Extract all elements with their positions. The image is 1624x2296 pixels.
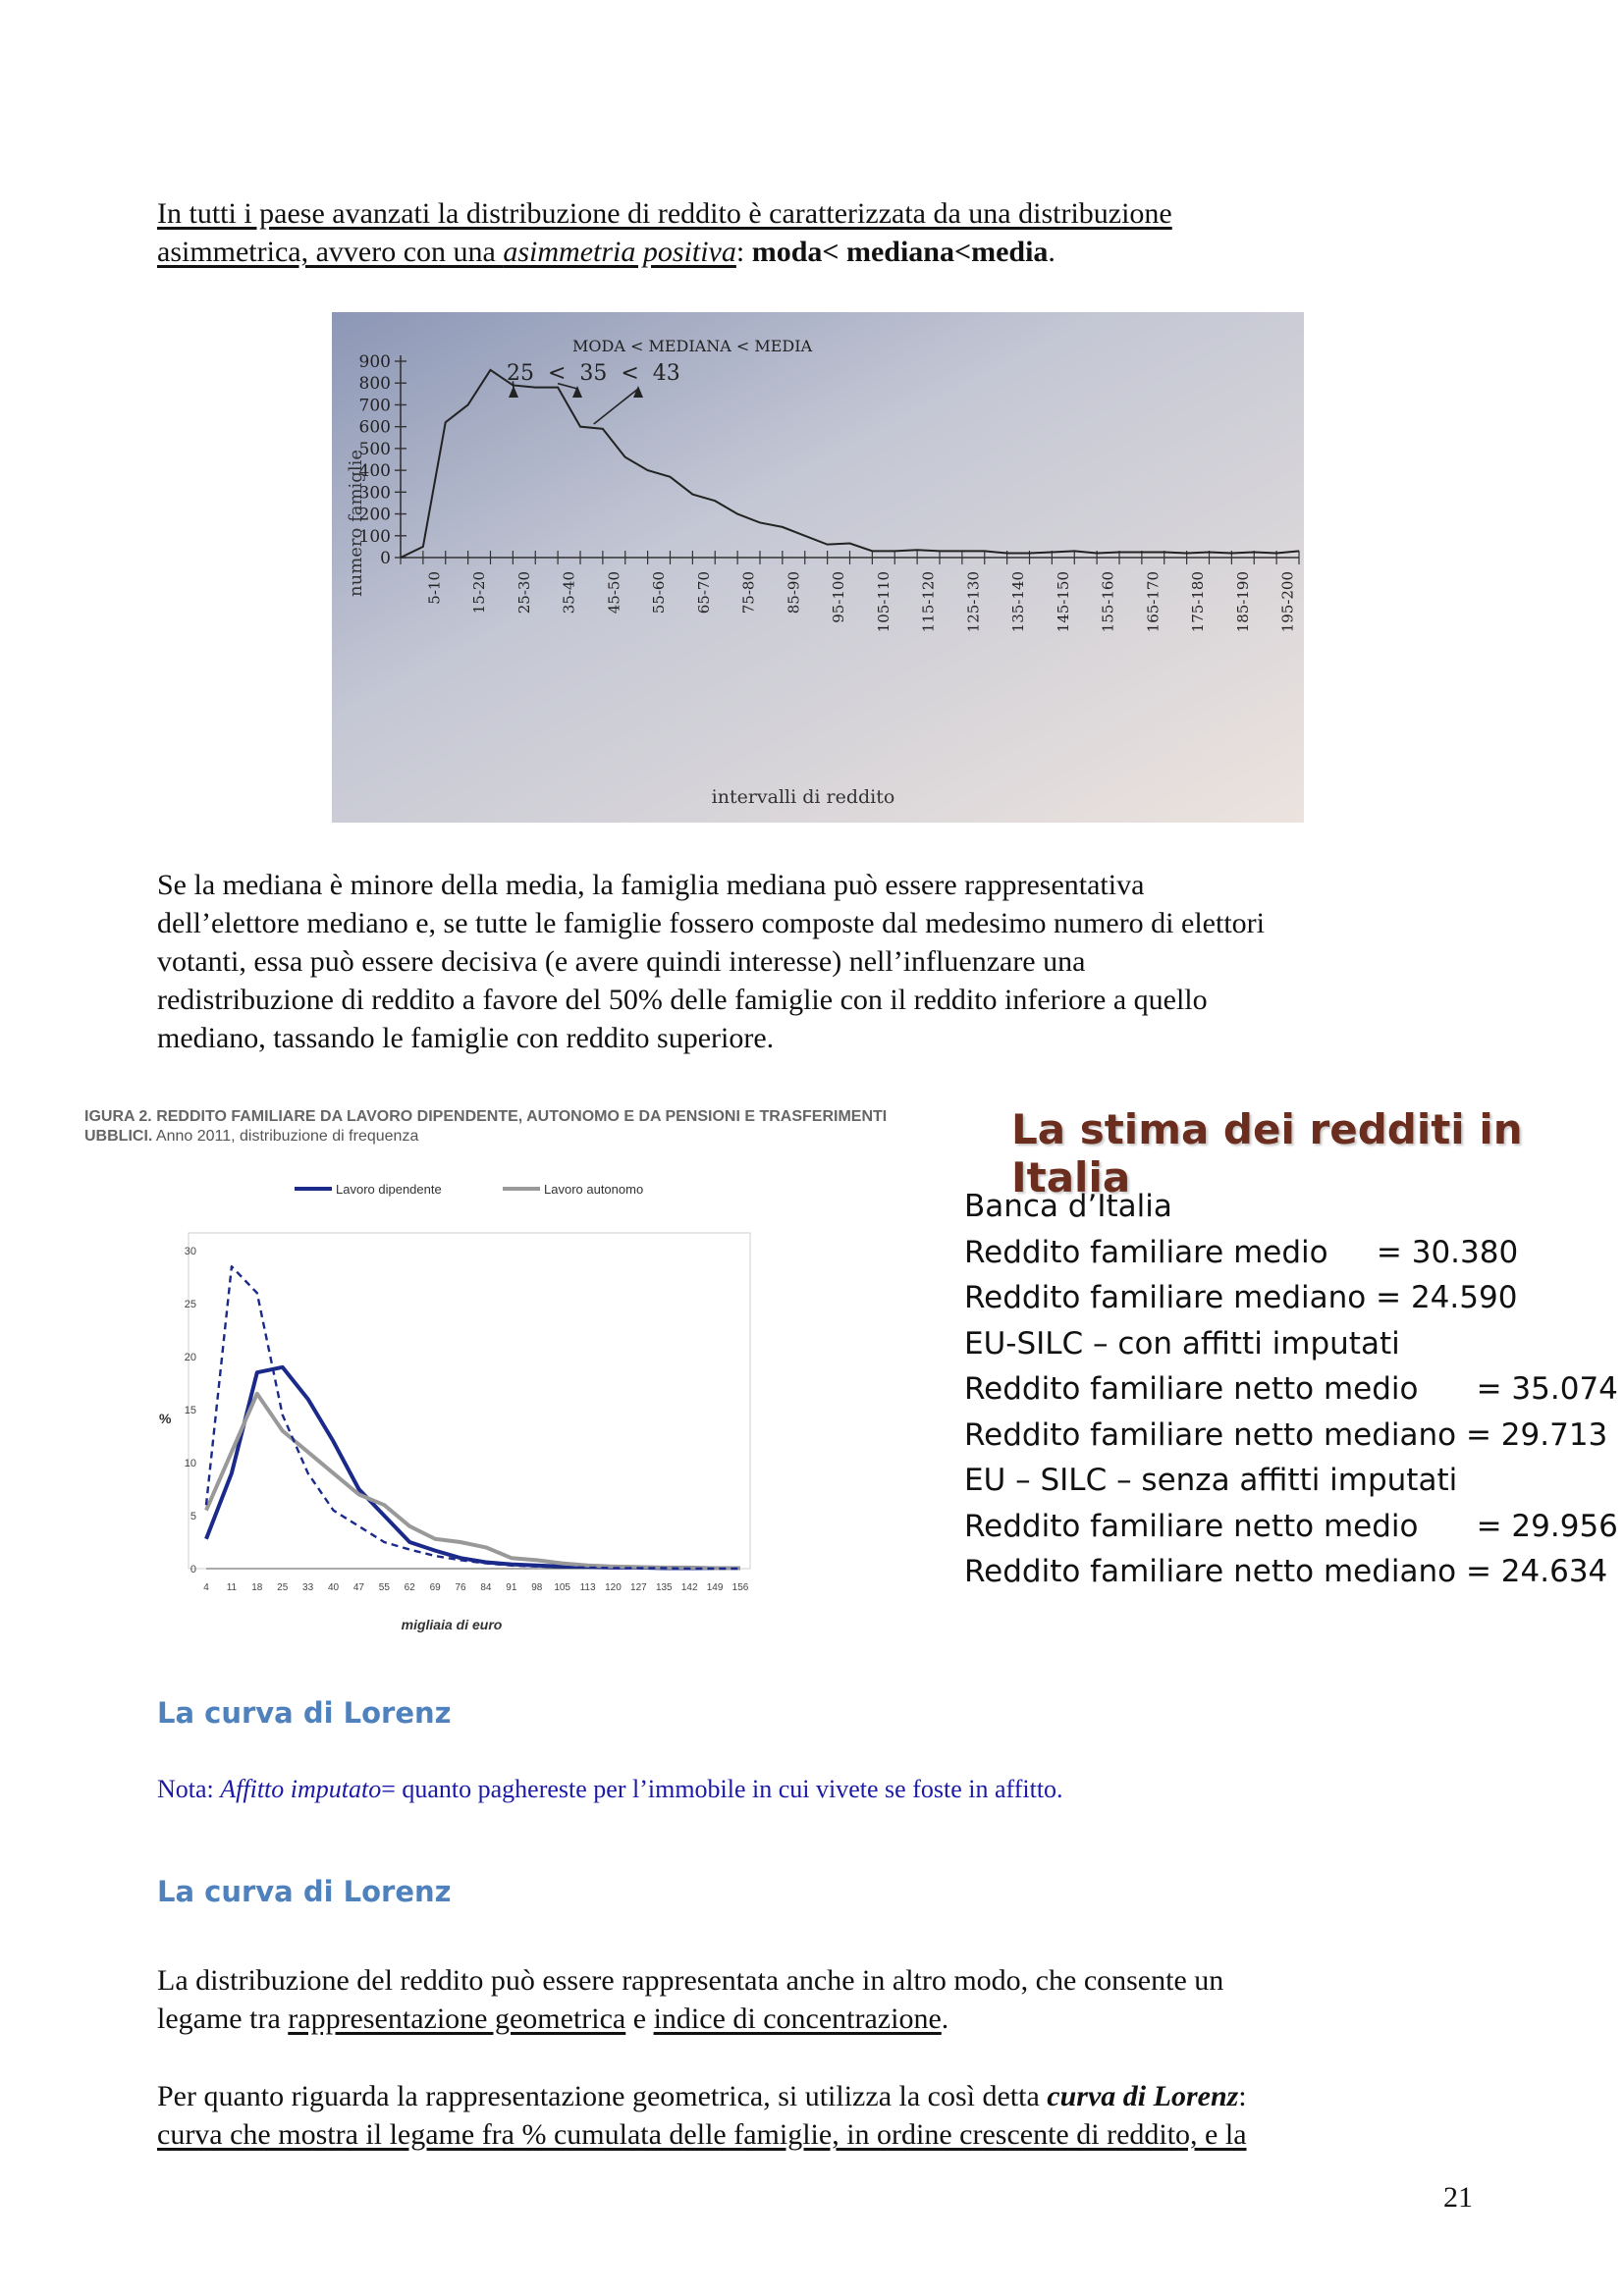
heading-lorenz-2: La curva di Lorenz xyxy=(157,1875,452,1908)
fig2-x-tick-label: 40 xyxy=(327,1582,340,1593)
fig1-x-tick-label: 145-150 xyxy=(1054,571,1072,633)
fig2-x-tick-label: 76 xyxy=(455,1582,466,1593)
fig1-y-tick-label: 400 xyxy=(358,461,391,482)
fig2-x-tick-label: 55 xyxy=(378,1582,390,1593)
stima-line: Reddito familiare netto medio = 29.956 xyxy=(964,1508,1618,1544)
fig1-x-tick-label: 195-200 xyxy=(1278,571,1297,633)
fig1-x-tick-label: 155-160 xyxy=(1099,571,1117,633)
fig2-series-line-3 xyxy=(206,1266,740,1569)
fig2-x-tick-label: 91 xyxy=(506,1582,517,1593)
fig2-x-tick-label: 127 xyxy=(630,1582,647,1593)
fig2-x-tick-label: 142 xyxy=(680,1582,698,1593)
fig1-y-tick-label: 700 xyxy=(358,396,391,416)
fig2-y-tick-label: 30 xyxy=(184,1246,196,1257)
stima-line: Reddito familiare netto mediano = 29.713 xyxy=(964,1416,1608,1453)
fig1-x-tick-label: 75-80 xyxy=(739,571,758,614)
nota-text: = quanto paghereste per l’immobile in cui vivete se foste in affitto. xyxy=(381,1775,1063,1803)
median-line-2: dell’elettore mediano e, se tutte le famiglie fossero composte dal medesimo numero di elettori xyxy=(157,907,1265,939)
fig2-x-tick-label: 69 xyxy=(429,1582,441,1593)
fig2-plot-frame xyxy=(189,1233,750,1569)
intro-term-asimmetria: asimmetria positiva xyxy=(503,236,736,268)
fig1-x-tick-label: 55-60 xyxy=(650,571,669,614)
fig1-y-tick-label: 300 xyxy=(358,483,391,504)
lorenz-paragraph xyxy=(157,1961,1223,2038)
legend-label-autonomo: Lavoro autonomo xyxy=(544,1182,644,1197)
fig1-x-tick-label: 175-180 xyxy=(1189,571,1208,633)
fig1-y-tick-label: 200 xyxy=(358,505,391,525)
fig2-x-tick-label: 149 xyxy=(706,1582,724,1593)
stima-line: EU – SILC – senza affitti imputati xyxy=(964,1463,1458,1498)
intro-line-2-end: . xyxy=(1048,236,1056,268)
lorenz-line-1: La distribuzione del reddito può essere rappresentata anche in altro modo, che consente un xyxy=(157,1964,1224,1997)
median-paragraph xyxy=(157,866,1265,1057)
fig2-x-tick-label: 25 xyxy=(277,1582,289,1593)
fig2-x-tick-label: 113 xyxy=(579,1582,596,1593)
nota-affitto xyxy=(157,1775,1063,1804)
geometric-line-2: curva che mostra il legame fra % cumulata delle famiglie, in ordine crescente di reddito, e la xyxy=(157,2118,1247,2151)
fig2-x-tick-label: 98 xyxy=(531,1582,543,1593)
fig2-x-tick-label: 33 xyxy=(302,1582,314,1593)
fig2-y-tick-label: 0 xyxy=(189,1564,196,1575)
figure2-caption-bold: UBBLICI. xyxy=(84,1128,153,1145)
fig2-x-tick-label: 135 xyxy=(655,1582,673,1593)
nota-term: Affitto imputato xyxy=(220,1775,382,1803)
lorenz-line-2a: legame tra xyxy=(157,2002,289,2035)
fig2-y-tick-label: 5 xyxy=(189,1511,196,1522)
stima-title: La stima dei redditi in Italia xyxy=(1011,1105,1523,1201)
lorenz-line-2c: e xyxy=(625,2002,654,2035)
intro-paragraph xyxy=(157,194,1172,271)
fig1-x-tick-label: 125-130 xyxy=(964,571,983,633)
fig1-x-tick-label: 15-20 xyxy=(470,571,489,614)
fig2-x-tick-label: 62 xyxy=(404,1582,415,1593)
stima-line: Reddito familiare netto mediano = 24.634 xyxy=(964,1554,1608,1589)
intro-line-2c: : xyxy=(735,236,752,268)
fig2-y-tick-label: 15 xyxy=(184,1405,196,1416)
fig1-y-tick-label: 900 xyxy=(358,352,391,372)
fig1-y-axis-label: numero famiglie xyxy=(346,450,366,597)
fig2-y-tick-label: 10 xyxy=(184,1458,196,1469)
fig1-x-tick-label: 95-100 xyxy=(830,571,848,623)
figure2-caption xyxy=(84,1107,948,1147)
geometric-line-1a: Per quanto riguarda la rappresentazione geometrica, si utilizza la così detta xyxy=(157,2080,1048,2112)
figure2-caption-line-1: IGURA 2. REDDITO FAMILIARE DA LAVORO DIPENDENTE, AUTONOMO E DA PENSIONI E TRASFERIMENTI xyxy=(84,1108,888,1125)
fig1-x-tick-label: 115-120 xyxy=(919,571,938,633)
fig1-x-tick-label: 5-10 xyxy=(425,571,444,605)
stima-line: Reddito familiare mediano = 24.590 xyxy=(964,1280,1518,1315)
intro-bold-formula: moda< mediana<media xyxy=(751,236,1049,268)
fig1-x-tick-label: 45-50 xyxy=(605,571,623,614)
fig1-x-tick-label: 135-140 xyxy=(1009,571,1028,633)
stima-line: Banca d’Italia xyxy=(964,1189,1172,1224)
geometric-term-curva: curva di Lorenz xyxy=(1047,2080,1239,2112)
fig1-y-tick-label: 100 xyxy=(358,526,391,547)
stima-line: Reddito familiare medio = 30.380 xyxy=(964,1234,1519,1270)
legend-label-dipendente: Lavoro dipendente xyxy=(336,1182,442,1197)
median-line-3: votanti, essa può essere decisiva (e avere quindi interesse) nell’influenzare una xyxy=(157,945,1086,978)
fig2-x-tick-label: 84 xyxy=(480,1582,492,1593)
fig2-series-line-2 xyxy=(206,1394,740,1569)
fig1-x-tick-label: 165-170 xyxy=(1144,571,1163,633)
fig2-x-tick-label: 156 xyxy=(731,1582,749,1593)
fig2-x-tick-label: 11 xyxy=(226,1582,238,1593)
fig2-y-tick-label: 20 xyxy=(184,1352,196,1363)
heading-lorenz-1: La curva di Lorenz xyxy=(157,1696,452,1730)
fig2-series-line-1 xyxy=(206,1367,740,1569)
page-number: 21 xyxy=(1443,2181,1473,2214)
lorenz-term-geometrica: rappresentazione geometrica xyxy=(288,2002,626,2035)
fig2-x-tick-label: 120 xyxy=(605,1582,622,1593)
fig2-plot-area xyxy=(185,1246,749,1593)
lorenz-line-2e: . xyxy=(941,2002,949,2035)
fig1-x-tick-label: 185-190 xyxy=(1233,571,1252,633)
intro-line-2a: asimmetrica, avvero con una xyxy=(157,236,504,268)
fig1-x-tick-label: 35-40 xyxy=(560,571,578,614)
income-frequency-chart xyxy=(137,1162,766,1643)
fig1-x-axis-label: intervalli di reddito xyxy=(711,786,895,808)
fig1-y-tick-label: 800 xyxy=(358,374,391,395)
stima-line: Reddito familiare netto medio = 35.074 xyxy=(964,1371,1618,1407)
fig1-y-tick-label: 0 xyxy=(380,549,391,568)
fig1-annotation-title: MODA < MEDIANA < MEDIA xyxy=(572,337,813,355)
geometric-paragraph xyxy=(157,2077,1247,2154)
fig2-legend xyxy=(295,1182,643,1197)
fig1-y-tick-label: 600 xyxy=(358,417,391,438)
fig2-x-axis-label: migliaia di euro xyxy=(401,1617,503,1632)
fig2-x-tick-label: 105 xyxy=(554,1582,571,1593)
fig1-x-tick-label: 105-110 xyxy=(874,571,893,633)
fig2-y-tick-label: 25 xyxy=(184,1299,196,1310)
median-line-1: Se la mediana è minore della media, la famiglia mediana può essere rappresentativa xyxy=(157,869,1145,901)
lorenz-term-indice: indice di concentrazione xyxy=(653,2002,942,2035)
fig2-x-tick-label: 47 xyxy=(352,1582,364,1593)
geometric-line-1c: : xyxy=(1238,2080,1247,2112)
fig2-x-tick-label: 18 xyxy=(251,1582,263,1593)
fig2-y-axis-label: % xyxy=(159,1411,172,1426)
fig1-annotation-values: 25 < 35 < 43 xyxy=(507,361,680,386)
median-line-5: mediano, tassando le famiglie con reddito superiore. xyxy=(157,1022,775,1054)
fig1-x-tick-label: 85-90 xyxy=(785,571,803,614)
nota-label: Nota: xyxy=(157,1775,221,1803)
fig1-x-tick-label: 25-30 xyxy=(514,571,533,614)
fig1-x-tick-label: 65-70 xyxy=(694,571,713,614)
fig2-x-tick-label: 4 xyxy=(203,1582,209,1593)
figure2-caption-rest: Anno 2011, distribuzione di frequenza xyxy=(152,1128,419,1145)
fig1-y-tick-label: 500 xyxy=(358,439,391,459)
median-line-4: redistribuzione di reddito a favore del 50% delle famiglie con il reddito inferiore a quello xyxy=(157,984,1208,1016)
stima-line: EU-SILC – con affitti imputati xyxy=(964,1325,1400,1362)
income-distribution-photo-chart xyxy=(332,312,1304,823)
intro-line-1: In tutti i paese avanzati la distribuzione di reddito è caratterizzata da una distribuzione xyxy=(157,197,1172,230)
stima-list xyxy=(964,1184,1618,1595)
